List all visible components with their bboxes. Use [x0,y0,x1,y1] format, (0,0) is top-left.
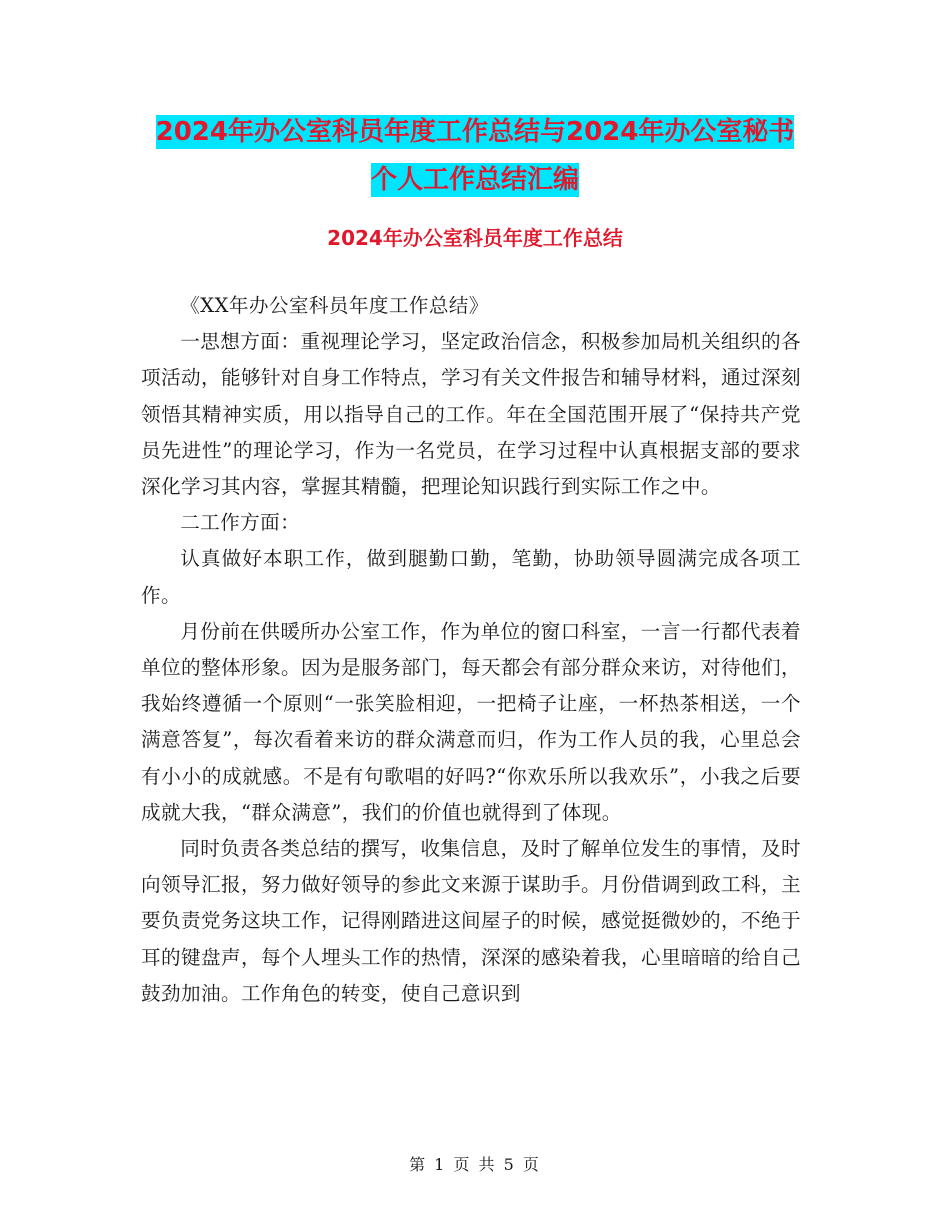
page-footer: 第 1 页 共 5 页 [409,1155,541,1174]
paragraph: 一思想方面：重视理论学习，坚定政治信念，积极参加局机关组织的各项活动，能够针对自身工作特点，学习有关文件报告和辅导材料，通过深刻领悟其精神实质，用以指导自己的工作。年在全国范围开展了“保持共产党员先进性”的理论学习，作为一名党员，在学习过程中认真根据支部的要求深化学习其内容，掌握其精髓，把理论知识践行到实际工作之中。 [141,330,801,499]
document-body [141,288,801,1012]
section-title: 2024年办公室科员年度工作总结 [327,226,623,250]
paragraph: 同时负责各类总结的撰写，收集信息，及时了解单位发生的事情，及时向领导汇报，努力做好领导的参此文来源于谋助手。月份借调到政工科，主要负责党务这块工作，记得刚踏进这间屋子的时候，感觉挺微妙的，不绝于耳的键盘声，每个人埋头工作的热情，深深的感染着我，心里暗暗的给自己鼓劲加油。工作角色的转变，使自己意识到 [141,837,801,1005]
paragraph: 认真做好本职工作，做到腿勤口勤，笔勤，协助领导圆满完成各项工作。 [141,547,801,607]
document-title-line-1: 2024年办公室科员年度工作总结与2024年办公室秘书 [155,117,795,147]
paragraph: 二工作方面： [180,511,301,535]
paragraph: 《XX年办公室科员年度工作总结》 [180,294,489,317]
document-title-line-2: 个人工作总结汇编 [370,165,579,195]
paragraph: 月份前在供暖所办公室工作，作为单位的窗口科室，一言一行都代表着单位的整体形象。因为是服务部门，每天都会有部分群众来访，对待他们，我始终遵循一个原则“一张笑脸相迎，一把椅子让座，一杯热茶相送，一个满意答复”，每次看着来访的群众满意而归，作为工作人员的我，心里总会有小小的成就感。不是有句歌唱的好吗?“你欢乐所以我欢乐”，小我之后要成就大我，“群众满意”，我们的价值也就得到了体现。 [141,619,801,824]
document-title [0,108,950,204]
